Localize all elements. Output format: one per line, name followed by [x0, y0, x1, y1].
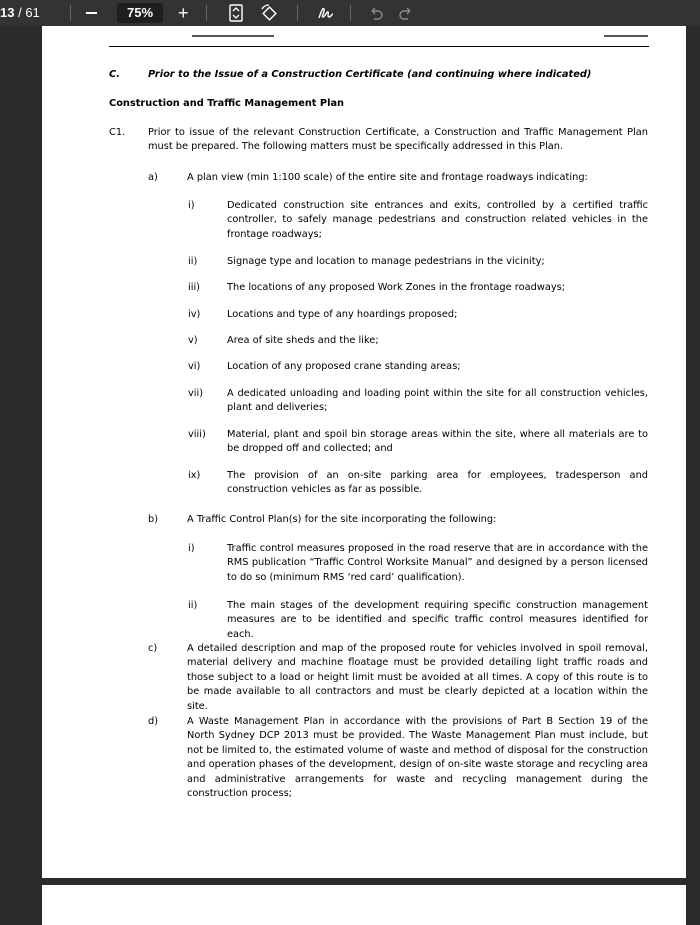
- item-label: b): [148, 514, 159, 525]
- header-rule: [109, 46, 649, 47]
- item-text: A Traffic Control Plan(s) for the site incorporating the following:: [187, 514, 497, 525]
- zoom-out-button[interactable]: [86, 12, 97, 14]
- subitem-text: Traffic control measures proposed in the road reserve that are in accordance with the RMS publication “Traffic Control Worksite Manual” and designed by a person licensed to do so (minimum RMS ‘red card’ qualification).: [227, 543, 648, 583]
- subitem-label: iv): [188, 309, 201, 320]
- subitem-text: The locations of any proposed Work Zones in the frontage roadways;: [227, 282, 566, 293]
- header-fragment: [192, 35, 274, 37]
- zoom-in-button[interactable]: +: [178, 3, 189, 23]
- item-label: c): [148, 643, 158, 654]
- subitem-text: Locations and type of any hoardings proposed;: [227, 309, 458, 320]
- item-text: A plan view (min 1:100 scale) of the entire site and frontage roadways indicating:: [187, 172, 588, 183]
- item-text: A Waste Management Plan in accordance with the provisions of Part B Section 19 of the North Sydney DCP 2013 must be provided. The Waste Management Plan must include, but not be limited to, the estimated volume of waste and method of disposal for the construction and operation phases of the development, design of on-site waste storage and recycling area and administrative arrangements for waste and recycling management during the construction process;: [187, 716, 648, 800]
- subitem-text: Material, plant and spoil bin storage areas within the site, where all materials are to be dropped off and collected; and: [227, 429, 648, 455]
- redo-icon[interactable]: [396, 3, 416, 23]
- next-page: [42, 885, 686, 925]
- subitem-label: v): [188, 335, 198, 346]
- subitem-text: Area of site sheds and the like;: [227, 335, 379, 346]
- toolbar-divider: [206, 5, 207, 21]
- subitem-label: ii): [188, 256, 198, 267]
- subitem-text: The provision of an on-site parking area for employees, tradesperson and construction vehicles as far as possible.: [227, 470, 648, 496]
- subitem-label: iii): [188, 282, 200, 293]
- zoom-level[interactable]: 75%: [117, 3, 163, 23]
- document-page: [42, 26, 686, 878]
- subitem-text: Dedicated construction site entrances and exits, controlled by a certified traffic controller, to safely manage pedestrians and construction related vehicles in the frontage roadways;: [227, 200, 648, 240]
- undo-icon[interactable]: [366, 3, 386, 23]
- subitem-label: ix): [188, 470, 201, 481]
- subitem-label: vii): [188, 388, 204, 399]
- pdf-toolbar: [0, 0, 700, 26]
- toolbar-divider: [297, 5, 298, 21]
- header-fragment: [604, 35, 648, 37]
- section-heading: Construction and Traffic Management Plan: [109, 98, 345, 109]
- condition-text: Prior to issue of the relevant Construction Certificate, a Construction and Traffic Management Plan must be prepared. The following matters must be specifically addressed in this Plan.: [148, 127, 648, 153]
- item-label: a): [148, 172, 158, 183]
- subitem-text: Location of any proposed crane standing areas;: [227, 361, 461, 372]
- item-label: d): [148, 716, 159, 727]
- draw-icon[interactable]: [316, 3, 336, 23]
- subitem-text: A dedicated unloading and loading point within the site for all construction vehicles, plant and deliveries;: [227, 388, 648, 414]
- subitem-label: vi): [188, 361, 201, 372]
- subitem-label: ii): [188, 600, 198, 611]
- fit-page-icon[interactable]: [226, 3, 246, 23]
- toolbar-divider: [350, 5, 351, 21]
- subitem-text: Signage type and location to manage pedestrians in the vicinity;: [227, 256, 545, 267]
- toolbar-divider: [70, 5, 71, 21]
- condition-number: C1.: [109, 127, 126, 138]
- section-title: Prior to the Issue of a Construction Certificate (and continuing where indicated): [148, 69, 592, 80]
- page-total: / 61: [18, 5, 40, 20]
- subitem-label: viii): [188, 429, 206, 440]
- page-indicator: [0, 5, 40, 20]
- subitem-label: i): [188, 200, 195, 211]
- subitem-label: i): [188, 543, 195, 554]
- rotate-icon[interactable]: [259, 3, 279, 23]
- item-text: A detailed description and map of the proposed route for vehicles involved in spoil removal, material delivery and machine floatage must be provided detailing light traffic roads and those subject to a load or height limit must be avoided at all times. A copy of this route is to be made available to all contractors and must be clearly depicted at a location within the site.: [187, 643, 648, 712]
- subitem-text: The main stages of the development requiring specific construction management measures are to be identified and specific traffic control measures identified for each.: [227, 600, 648, 640]
- page-number-input[interactable]: 13: [0, 5, 15, 20]
- section-label: C.: [109, 69, 120, 80]
